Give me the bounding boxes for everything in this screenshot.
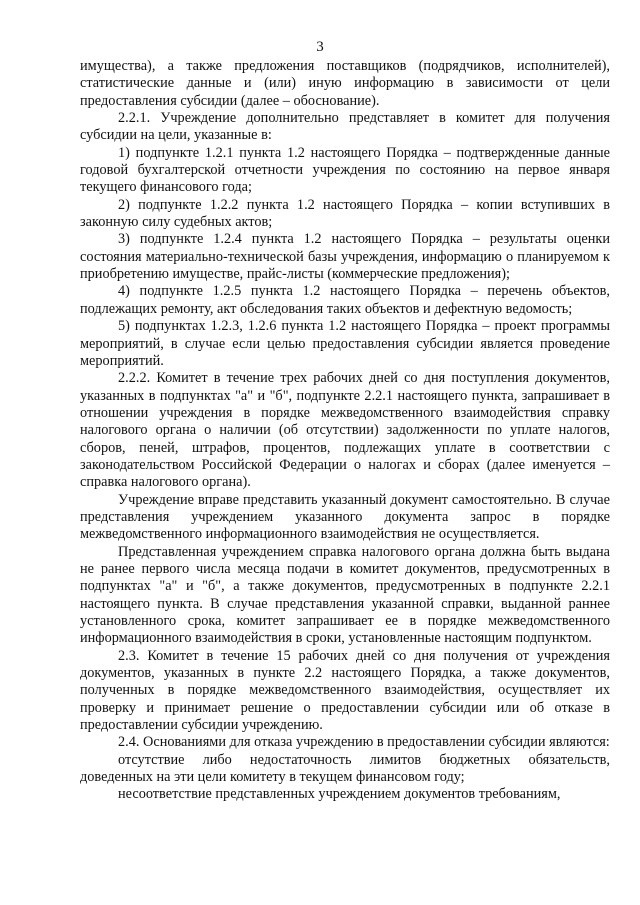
paragraph-2-4: 2.4. Основаниями для отказа учреждению в предоставлении субсидии являются: (118, 734, 610, 751)
list-item-3: 3) подпункте 1.2.4 пункта 1.2 настоящего Порядка – результаты оценки состояния материально-технической базы учреждения, информацию о планируемом к приобретению имуществе, прайс-листы (коммерческие предложения); (80, 231, 610, 283)
paragraph-2-2-2: 2.2.2. Комитет в течение трех рабочих дней со дня поступления документов, указанных в подпунктах "а" и "б", подпункте 2.2.1 настоящего пункта, запрашивает в отношении учреждения в порядке межведомственного взаимодействия справку налогового органа о наличии (об отсутствии) задолженности по уплате налогов, сборов, пеней, штрафов, процентов, подлежащих уплате в соответствии с законодательством Российской Федерации о налогах и сборах (далее именуется – справка налогового органа). (80, 370, 610, 491)
list-item-4: 4) подпункте 1.2.5 пункта 1.2 настоящего Порядка – перечень объектов, подлежащих ремонту, акт обследования таких объектов и дефектную ведомость; (80, 283, 610, 317)
list-item-1: 1) подпункте 1.2.1 пункта 1.2 настоящего Порядка – подтвержденные данные годовой бухгалтерской отчетности учреждения по состоянию на первое января текущего финансового года; (80, 144, 610, 196)
paragraph-self-submission: Учреждение вправе представить указанный документ самостоятельно. В случае представления учреждением указанного документа запрос в порядке межведомственного информационного взаимодействия не осуществляется. (80, 491, 610, 543)
refusal-reason-1: отсутствие либо недостаточность лимитов бюджетных обязательств, доведенных на эти цели комитету в текущем финансовом году; (80, 751, 610, 786)
refusal-reason-2: несоответствие представленных учреждением документов требованиям, (118, 786, 561, 803)
page-number: 3 (316, 39, 324, 55)
list-item-5: 5) подпунктах 1.2.3, 1.2.6 пункта 1.2 настоящего Порядка – проект программы мероприятий, в случае если целью предоставления субсидии является проведение мероприятий. (80, 318, 610, 369)
paragraph-tax-certificate: Представленная учреждением справка налогового органа должна быть выдана не ранее первого числа месяца подачи в комитет документов, предусмотренных в подпунктах "а" и "б", а также документов, предусмотренных в подпункте 2.2.1 настоящего пункта. В случае представления указанной справки, выданной раннее установленного срока, комитет запрашивает ее в порядке межведомственного информационного взаимодействия в сроки, установленные настоящим подпунктом. (80, 543, 610, 647)
paragraph-continuation: имущества), а также предложения поставщиков (подрядчиков, исполнителей), статистические данные и (или) иную информацию в зависимости от цели предоставления субсидии (далее – обоснование). (80, 58, 610, 109)
paragraph-2-2-1: 2.2.1. Учреждение дополнительно представляет в комитет для получения субсидии на цели, указанные в: (80, 110, 610, 144)
document-body (80, 58, 610, 804)
paragraph-2-3: 2.3. Комитет в течение 15 рабочих дней со дня получения от учреждения документов, указанных в пункте 2.2 настоящего Порядка, а также документов, полученных в порядке межведомственного взаимодействия, осуществляет их проверку и принимает решение о предоставлении субсидии или об отказе в предоставлении субсидии учреждению. (80, 647, 610, 734)
list-item-2: 2) подпункте 1.2.2 пункта 1.2 настоящего Порядка – копии вступивших в законную силу судебных актов; (80, 196, 610, 231)
